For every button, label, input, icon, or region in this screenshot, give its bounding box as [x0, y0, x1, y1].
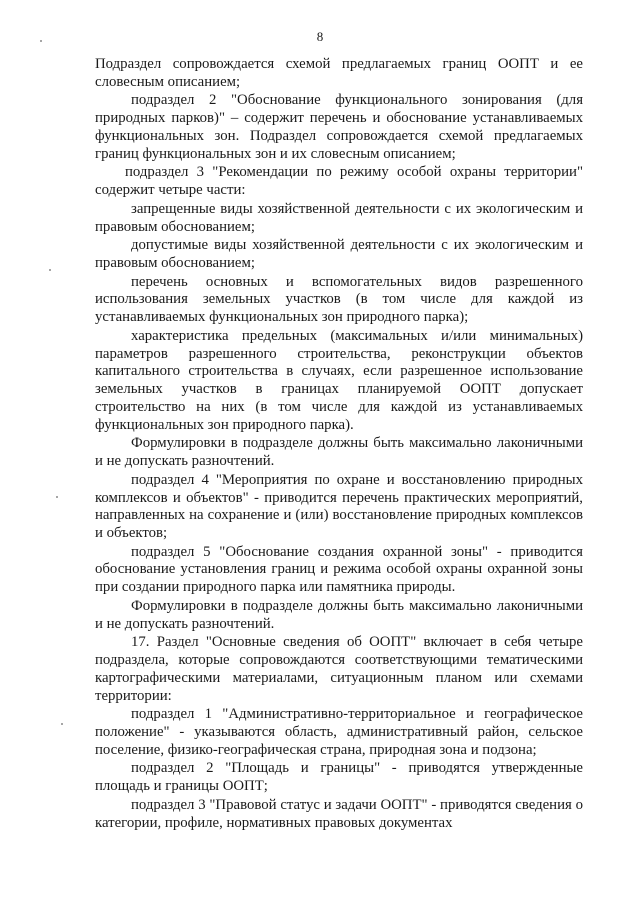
paragraph: допустимые виды хозяйственной деятельности с их экологическим и правовым обоснованием;: [95, 237, 583, 271]
paragraph: подраздел 4 "Мероприятия по охране и восстановлению природных комплексов и объектов" - приводится перечень практических мероприятий, направленных на сохранение и (или) восстановление природных комплексов и объектов;: [95, 471, 583, 542]
paragraph: перечень основных и вспомогательных видов разрешенного использования земельных участков (в том числе для каждой из устанавливаемых функциональных зон природного парка);: [95, 273, 583, 326]
paragraph: Формулировки в подразделе должны быть максимально лаконичными и не допускать разночтений.: [95, 435, 583, 470]
paragraph: запрещенные виды хозяйственной деятельности с их экологическим и правовым обоснованием;: [95, 200, 583, 235]
scan-speck: [56, 496, 58, 498]
page-number: 8: [316, 29, 324, 44]
paragraph: подраздел 3 "Рекомендации по режиму особой охраны территории" содержит четыре части:: [95, 164, 583, 199]
paragraph: подраздел 2 "Площадь и границы" - приводятся утвержденные площадь и границы ООПТ;: [95, 760, 583, 795]
paragraph: характеристика предельных (максимальных и/или минимальных) параметров разрешенного строительства, реконструкции объектов капитального строительства в случаях, если разрешенное использование земельных участков в границах планируемой ООПТ допускает строительство на них (в том числе для каждой из устанавливаемых функциональных зон природного парка).: [95, 327, 583, 433]
paragraph: Подраздел сопровождается схемой предлагаемых границ ООПТ и ее словесным описанием;: [95, 56, 583, 90]
scan-speck: [40, 40, 42, 42]
scan-speck: [61, 723, 63, 725]
scan-speck: [49, 269, 51, 271]
paragraph: Формулировки в подразделе должны быть максимально лаконичными и не допускать разночтений.: [95, 597, 583, 632]
paragraph: подраздел 2 "Обоснование функционального зонирования (для природных парков)" – содержит перечень и обоснование устанавливаемых функциональных зон. Подраздел сопровождается схемой предлагаемых границ функциональных зон и их словесным описанием;: [95, 92, 583, 162]
document-body: [95, 56, 583, 833]
paragraph: подраздел 3 "Правовой статус и задачи ООПТ" - приводятся сведения о категории, профиле, нормативных правовых документах: [95, 796, 583, 831]
paragraph: подраздел 5 "Обоснование создания охранной зоны" - приводится обоснование установления границ и режима особой охраны охранной зоны при создании природного парка или памятника природы.: [95, 543, 583, 596]
paragraph: подраздел 1 "Административно-территориальное и географическое положение" - указываются область, административный район, сельское поселение, физико-географическая страна, природная зона и подзона;: [95, 706, 583, 758]
paragraph: 17. Раздел "Основные сведения об ООПТ" включает в себя четыре подраздела, которые сопровождаются соответствующими тематическими картографическими материалами, ситуационным планом или схемами территории:: [95, 634, 583, 704]
